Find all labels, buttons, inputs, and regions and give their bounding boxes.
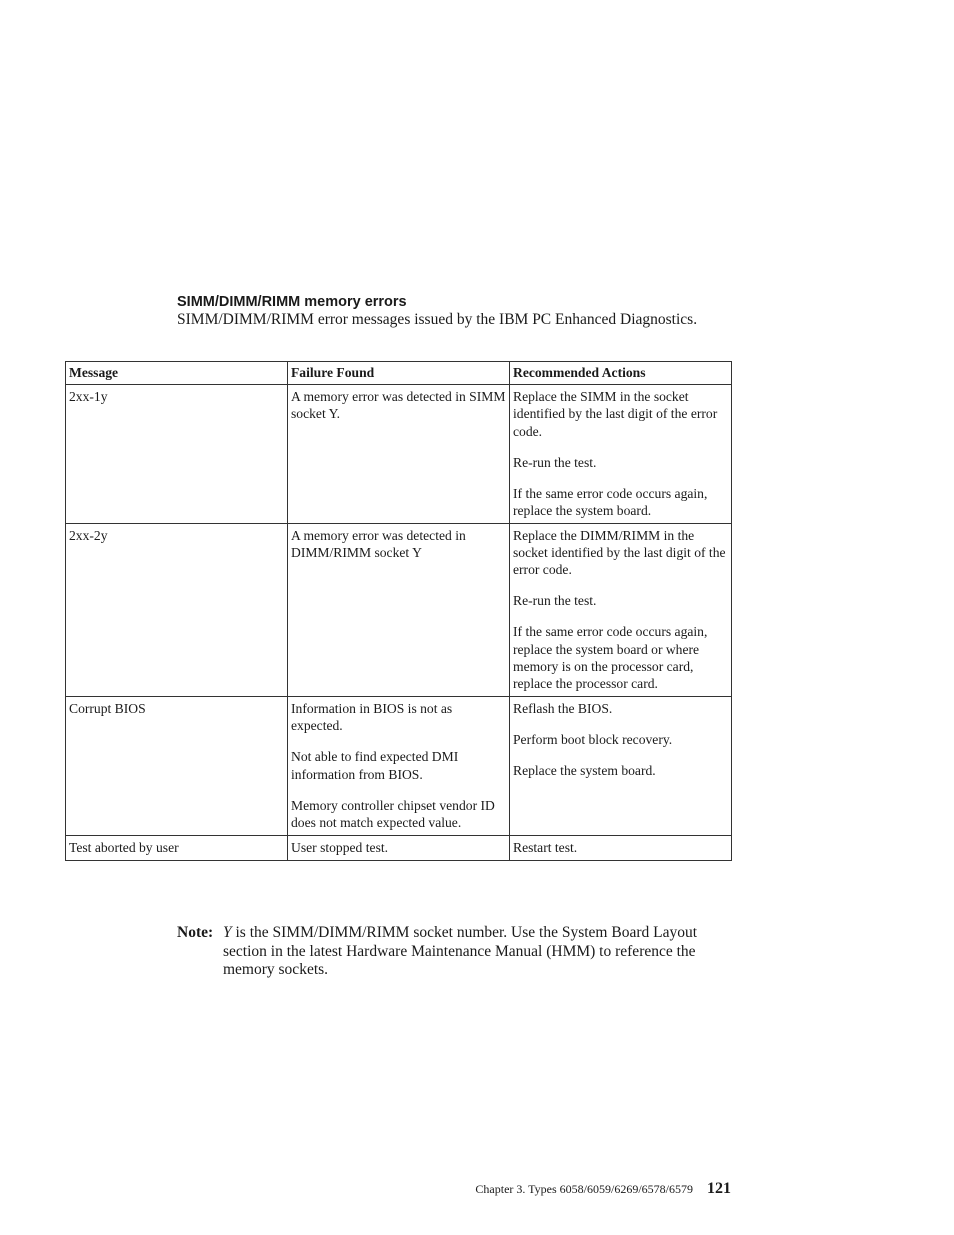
actions-cell xyxy=(510,836,732,861)
failure-cell xyxy=(288,836,510,861)
note-variable: Y xyxy=(223,924,232,941)
section-heading: SIMM/DIMM/RIMM memory errors xyxy=(177,294,407,310)
action-text: Replace the system board. xyxy=(513,763,656,779)
failure-cell xyxy=(288,697,510,836)
actions-cell xyxy=(510,524,732,697)
failure-text: A memory error was detected in DIMM/RIMM socket Y xyxy=(291,528,466,561)
section-intro: SIMM/DIMM/RIMM error messages issued by the IBM PC Enhanced Diagnostics. xyxy=(177,311,698,328)
failure-cell xyxy=(288,385,510,524)
table-row xyxy=(66,697,732,836)
action-text: Restart test. xyxy=(513,840,578,856)
table-header-row xyxy=(66,362,732,385)
actions-cell xyxy=(510,697,732,836)
table-row xyxy=(66,385,732,524)
table-row xyxy=(66,524,732,697)
message-cell: Corrupt BIOS xyxy=(66,697,288,836)
action-text: Replace the DIMM/RIMM in the socket identified by the last digit of the error code. xyxy=(513,528,726,578)
failure-text: Information in BIOS is not as expected. xyxy=(291,701,453,734)
note-text: is the SIMM/DIMM/RIMM socket number. Use the System Board Layout section in the latest Hardware Maintenance Manual (HMM) to reference the memory sockets. xyxy=(223,924,698,979)
table-row xyxy=(66,836,732,861)
message-cell: Test aborted by user xyxy=(66,836,288,861)
action-text: Re-run the test. xyxy=(513,454,597,470)
action-text: Perform boot block recovery. xyxy=(513,732,673,748)
failure-cell xyxy=(288,524,510,697)
note-label: Note: xyxy=(177,924,214,941)
message-cell: 2xx-1y xyxy=(66,385,288,524)
footer-chapter: Chapter 3. Types 6058/6059/6269/6578/6579 xyxy=(475,1182,693,1196)
failure-text: A memory error was detected in SIMM socket Y. xyxy=(291,389,506,422)
header-message: Message xyxy=(66,362,288,385)
page-footer xyxy=(475,1180,731,1198)
failure-text: User stopped test. xyxy=(291,840,389,856)
actions-cell xyxy=(510,385,732,524)
note-body xyxy=(223,924,722,980)
action-text: If the same error code occurs again, replace the system board. xyxy=(513,485,708,518)
action-text: If the same error code occurs again, replace the system board or where memory is on the processor card, replace the processor card. xyxy=(513,624,708,692)
page-number: 121 xyxy=(707,1180,731,1197)
note xyxy=(177,924,722,980)
header-failure-found: Failure Found xyxy=(288,362,510,385)
failure-text: Memory controller chipset vendor ID does not match expected value. xyxy=(291,797,495,830)
memory-errors-table xyxy=(65,361,732,861)
action-text: Replace the SIMM in the socket identified by the last digit of the error code. xyxy=(513,389,718,439)
action-text: Re-run the test. xyxy=(513,593,597,609)
header-recommended-actions: Recommended Actions xyxy=(510,362,732,385)
failure-text: Not able to find expected DMI information from BIOS. xyxy=(291,749,459,782)
message-cell: 2xx-2y xyxy=(66,524,288,697)
action-text: Reflash the BIOS. xyxy=(513,701,613,717)
